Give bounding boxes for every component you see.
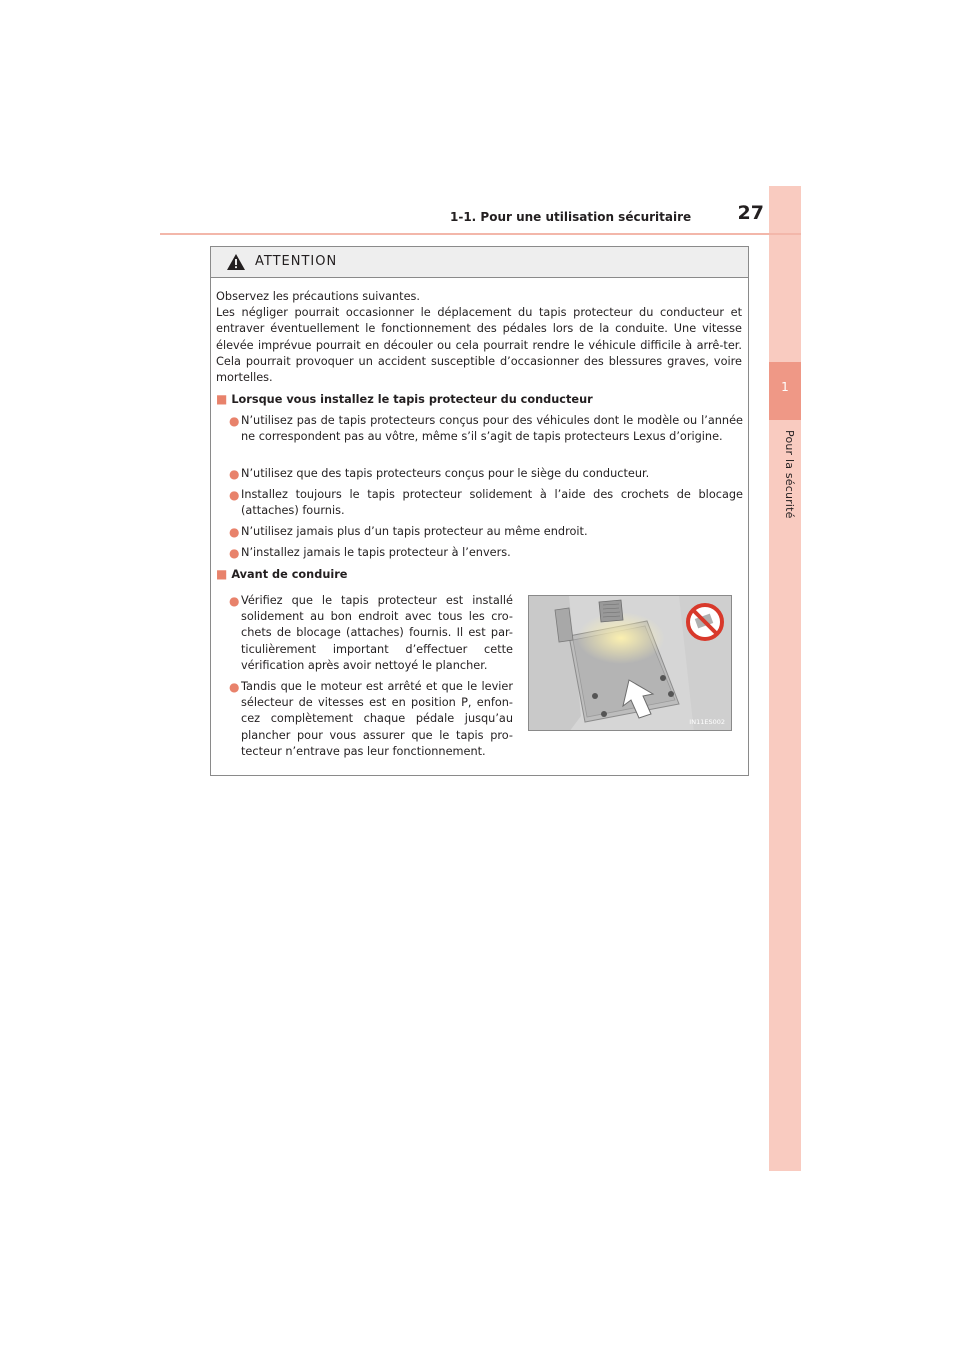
caution-intro: Observez les précautions suivantes. Les négliger pourrait occasionner le déplacement du tapis protecteur du conducteur et entraver éventuellement le fonctionnement des pédales lors de la conduite. Une vitesse élevée imprévue pourrait en découler ou cela pourrait rendre le véhicule difficile à arrê-ter. Cela pourrait provoquer un accident susceptible d’occasionner des blessures graves, voire mortelles. <box>216 290 742 385</box>
bullet-dot-icon: ● <box>229 467 240 481</box>
bullet-dot-icon: ● <box>229 594 240 608</box>
section-title: 1-1. Pour une utilisation sécuritaire <box>450 210 692 224</box>
list-item: ● Tandis que le moteur est arrêté et que le levier sélecteur de vitesses est en position P, enfon-cez complètement chaque pédale jusqu’au plancher pour vous assurer que le tapis pro-tecteur n’entrave pas leur fonctionnement. <box>229 680 513 758</box>
list-item: ● N’utilisez que des tapis protecteurs conçus pour le siège du conducteur. <box>229 467 650 481</box>
list-item: ● Vérifiez que le tapis protecteur est installé solidement au bon endroit avec tous les cro-chets de blocage (attaches) fournis. Il est par-ticulièrement important d’effectuer cette vérification après avoir nettoyé le plancher. <box>229 594 513 672</box>
list-item: ● N’utilisez pas de tapis protecteurs conçus pour des véhicules dont le modèle ou l’année ne correspondent pas au vôtre, même s’il s’agit de tapis protecteurs Lexus d’origine. <box>229 414 743 444</box>
caution-header <box>211 247 748 278</box>
bullet-dot-icon: ● <box>229 546 240 560</box>
floor-mat-illustration <box>528 595 732 731</box>
page-number: 27 <box>737 202 764 224</box>
bullet-dot-icon: ● <box>229 680 240 694</box>
warning-triangle-icon <box>227 254 245 270</box>
side-tab <box>769 186 801 1171</box>
section-heading-installation: ■ Lorsque vous installez le tapis protecteur du conducteur <box>216 392 593 406</box>
figure-code: IN11ES002 <box>689 718 725 726</box>
bullet-dot-icon: ● <box>229 525 240 539</box>
floor-mat-drawing <box>529 596 732 731</box>
bullet-dot-icon: ● <box>229 488 240 502</box>
list-item: ● N’utilisez jamais plus d’un tapis protecteur au même endroit. <box>229 525 588 539</box>
bullet-dot-icon: ● <box>229 414 240 428</box>
caution-box <box>210 246 749 776</box>
square-bullet-icon: ■ <box>216 392 228 406</box>
list-item: ● N’installez jamais le tapis protecteur à l’envers. <box>229 546 511 560</box>
chapter-label: Pour la sécurité <box>783 430 796 519</box>
chapter-number: 1 <box>769 362 801 420</box>
list-item: ● Installez toujours le tapis protecteur solidement à l’aide des crochets de blocage (attaches) fournis. <box>229 488 743 518</box>
section-heading-before-driving: ■ Avant de conduire <box>216 567 348 581</box>
square-bullet-icon: ■ <box>216 567 228 581</box>
caution-title: ATTENTION <box>255 254 338 269</box>
header-rule <box>160 233 801 235</box>
